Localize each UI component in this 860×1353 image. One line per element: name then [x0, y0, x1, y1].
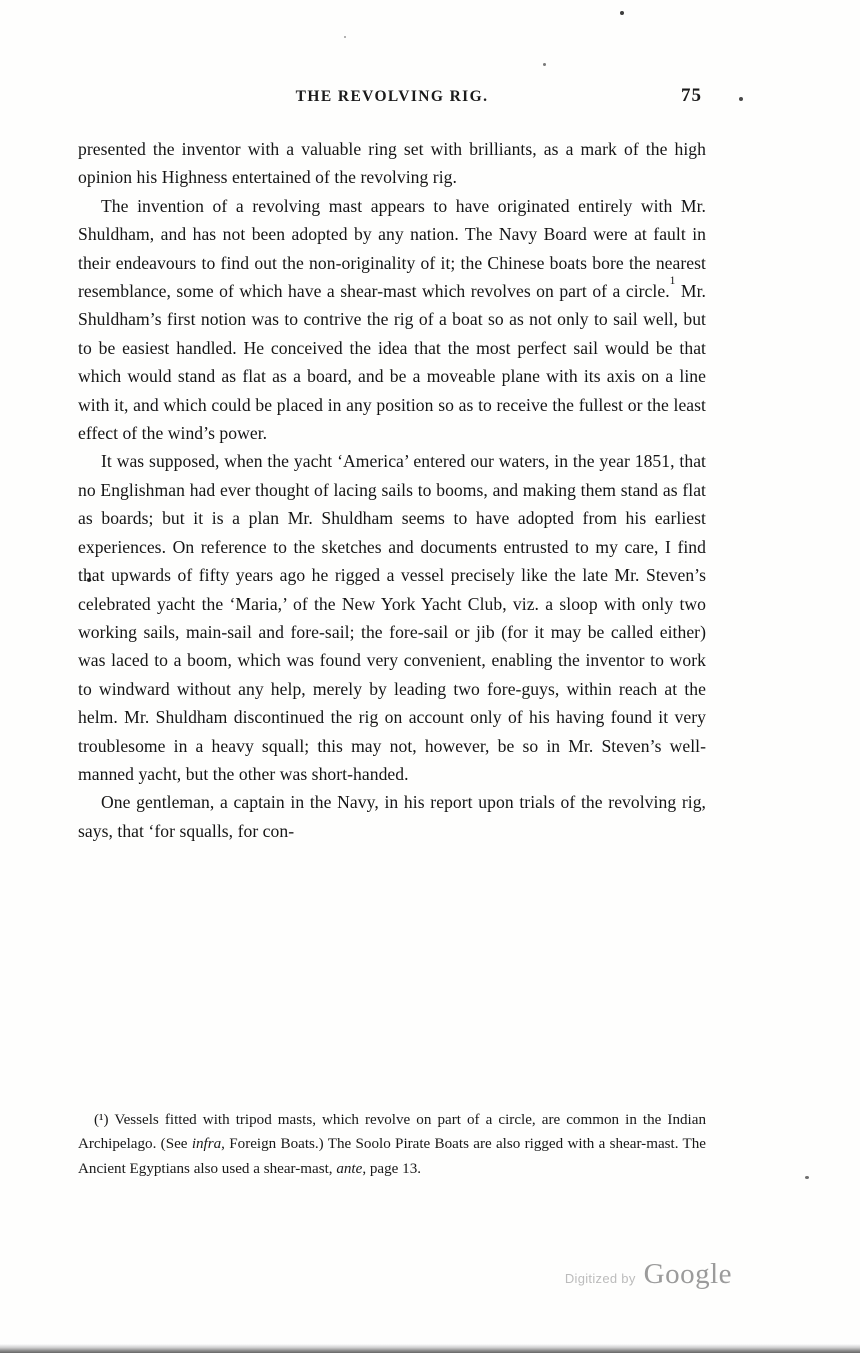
scan-speck	[543, 63, 546, 66]
page-header	[78, 85, 706, 114]
running-title: THE REVOLVING RIG.	[295, 88, 489, 105]
page-body	[78, 135, 706, 845]
paragraph-4: One gentleman, a captain in the Navy, in his report upon trials of the revolving rig, says, that ‘for squalls, for con-	[78, 792, 706, 841]
paragraph-1: presented the inventor with a valuable ring set with brilliants, as a mark of the high opinion his Highness entertained of the revolving rig.	[78, 139, 706, 188]
footnote-text-1: Vessels fitted with tripod masts, which revolve on part of a circle, are common in the Indian Archipelago. (See	[78, 1112, 706, 1153]
footnote-text-2: , Foreign Boats.) The Soolo Pirate Boats are also rigged with a shear-mast. The Ancient Egyptians also used a shear-mast,	[78, 1136, 706, 1177]
scan-speck	[805, 1176, 809, 1179]
page-bottom-scan-edge	[0, 1344, 860, 1353]
paragraph-2-text: The invention of a revolving mast appears to have originated entirely with Mr. Shuldham, and has not been adopted by any nation. The Navy Board were at fault in their endeavours to find out the non-originality of it; the Chinese boats bore the nearest resemblance, some of which have a shear-mast which revolves on part of a circle.	[78, 195, 706, 302]
footnote-reference: 1	[669, 275, 676, 288]
footnote	[78, 1108, 706, 1181]
google-logo: Google	[643, 1258, 732, 1290]
google-watermark	[565, 1258, 732, 1291]
footnote-text-3: , page 13.	[362, 1160, 422, 1177]
paragraph-2	[78, 192, 706, 448]
scan-speck	[620, 11, 624, 15]
digitized-by-label: Digitized by	[564, 1271, 636, 1286]
footnote-marker: (¹)	[94, 1112, 109, 1128]
scan-speck	[344, 36, 346, 38]
scan-speck	[739, 97, 743, 101]
footnote-italic-ante: ante	[336, 1160, 363, 1177]
paragraph-2-continued: Mr. Shuldham’s first notion was to contrive the rig of a boat so as not only to sail well, but to be easiest handled. He conceived the idea that the most perfect sail would be that which would stand as flat as a board, and be a moveable plane with its axis on a line with it, and which could be placed in any position so as to receive the fullest or the least effect of the wind’s power.	[78, 281, 706, 444]
paragraph-3: It was supposed, when the yacht ‘America’ entered our waters, in the year 1851, that no Englishman had ever thought of lacing sails to booms, and making them stand as flat as boards; but it is a plan Mr. Shuldham seems to have adopted from his earliest experiences. On reference to the sketches and documents entrusted to my care, I find that upwards of fifty years ago he rigged a vessel precisely like the late Mr. Steven’s celebrated yacht the ‘Maria,’ of the New York Yacht Club, viz. a sloop with only two working sails, main-sail and fore-sail; the fore-sail or jib (for it may be called either) was laced to a boom, which was found very convenient, enabling the inventor to work to windward without any help, merely by leading two fore-guys, within reach at the helm. Mr. Shuldham discontinued the rig on account only of his having found it very troublesome in a heavy squall; this may not, however, be so in Mr. Steven’s well-manned yacht, but the other was short-handed.	[78, 451, 706, 784]
footnote-italic-infra: infra	[191, 1136, 222, 1153]
page-number: 75	[681, 85, 702, 106]
